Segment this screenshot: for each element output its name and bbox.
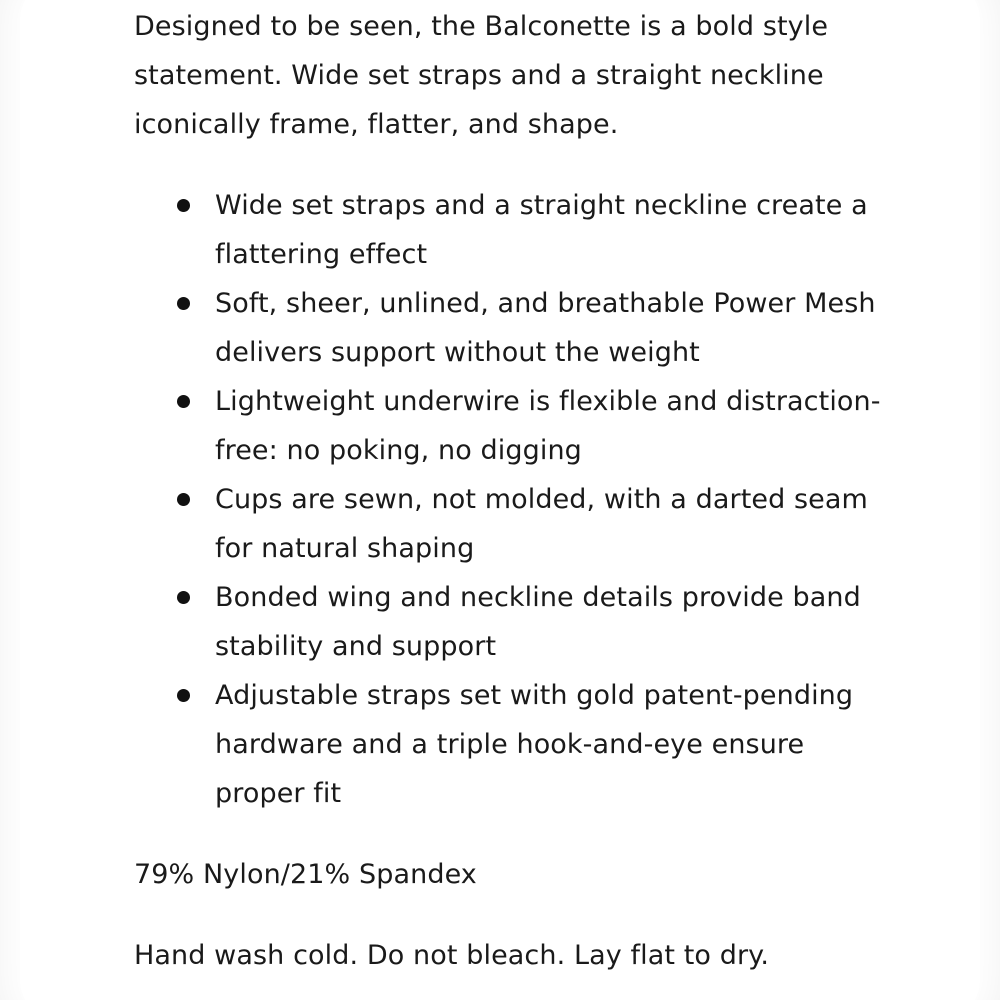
list-item (134, 181, 894, 279)
bullet-icon (177, 297, 190, 310)
list-item (134, 573, 894, 671)
bullet-icon (177, 199, 190, 212)
list-item (134, 475, 894, 573)
material-composition: 79% Nylon/21% Spandex (134, 859, 477, 890)
feature-text: Wide set straps and a straight neckline create a flattering effect (215, 190, 868, 270)
feature-text: Soft, sheer, unlined, and breathable Power Mesh delivers support without the weight (215, 288, 876, 368)
list-item (134, 671, 894, 818)
feature-text: Lightweight underwire is flexible and distraction-free: no poking, no digging (215, 386, 881, 466)
feature-list (134, 181, 894, 818)
list-item (134, 279, 894, 377)
bullet-icon (177, 689, 190, 702)
feature-text: Bonded wing and neckline details provide band stability and support (215, 582, 861, 662)
feature-text: Cups are sewn, not molded, with a darted seam for natural shaping (215, 484, 868, 564)
bullet-icon (177, 395, 190, 408)
intro-paragraph: Designed to be seen, the Balconette is a bold style statement. Wide set straps and a straight neckline iconically frame, flatter, and shape. (134, 11, 829, 140)
list-item (134, 377, 894, 475)
bullet-icon (177, 493, 190, 506)
feature-text: Adjustable straps set with gold patent-pending hardware and a triple hook-and-eye ensure proper fit (215, 680, 854, 809)
care-instructions: Hand wash cold. Do not bleach. Lay flat to dry. (134, 940, 770, 971)
bullet-icon (177, 591, 190, 604)
product-description (134, 2, 894, 980)
